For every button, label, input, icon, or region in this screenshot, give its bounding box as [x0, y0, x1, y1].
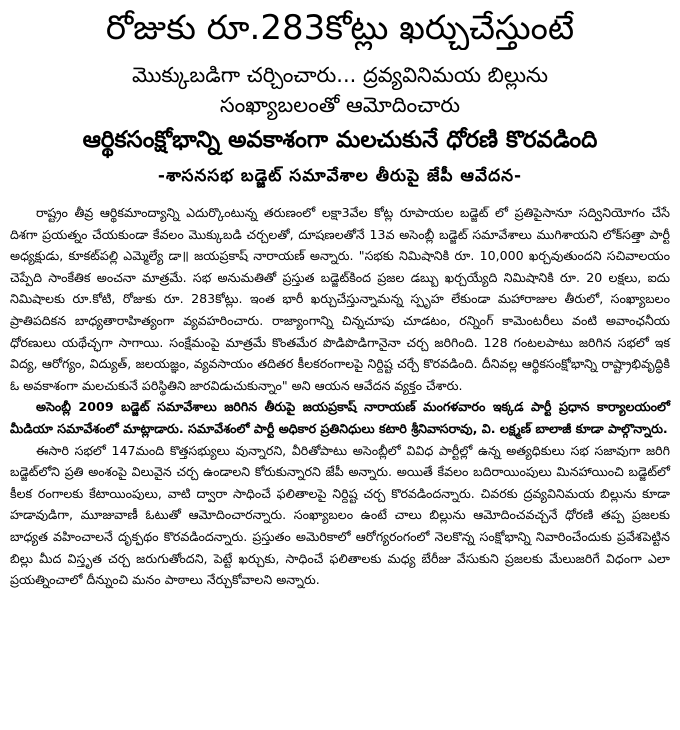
subheadline-1: మొక్కుబడిగా చర్చించారు... ద్రవ్యవినిమయ బిల్లును [131, 63, 549, 87]
subheadline-2: సంఖ్యాబలంతో ఆమోదించారు [219, 93, 461, 117]
paragraph-2: అసెంబ్లీ 2009 బడ్జెట్ సమావేశాలు జరిగిన తీరుపై జయప్రకాష్ నారాయణ్ మంగళవారం ఇక్కడ పార్టీ ప్రధాన కార్యాలయంలో మీడియా సమావేశంలో మాట్లాడారు. సమావేశంలో పార్టీ అధికార ప్రతినిధులు కటారి శ్రీనివాసరావు, వి. లక్ష్మణ్ బాలాజీ కూడా పాల్గొన్నారు. [10, 399, 670, 436]
paragraph-3: ఈసారి సభలో 147మంది కొత్తసభ్యులు వున్నారని, వీరితోపాటు అసెంబ్లీలో వివిధ పార్టీల్లో ఉన్న అత్యధికులు సభ సజావుగా జరిగి బడ్జెట్‌లోని ప్రతి అంశంపై విలువైన చర్చ ఉండాలని కోరుకున్నారని జేపీ అన్నారు. అయితే కేవలం బదిరాయింపులు మినహాయించి బడ్జెట్‌లో కీలక రంగాలకు కేటాయింపులు, వాటి ద్వారా సాధించే ఫలితాలపై నిర్దిష్ట చర్చ కొరవడిందన్నారు. చివరకు ద్రవ్యవినిమయ బిల్లును కూడా హడావుడిగా, మూజువాణీ ఓటుతో ఆమోదించారన్నారు. సంఖ్యాబలం ఉంటే చాలు బిల్లును ఆమోదించవచ్చనే ధోరణి తప్ప ప్రజలకు బాధ్యత వహించాలనే దృక్పథం కొరవడిందన్నారు. ప్రస్తుతం అమెరికాలో ఆరోగ్యరంగంలో నెలకొన్న సంక్షోభాన్ని నివారించేందుకు ప్రవేశపెట్టిన బిల్లు మీద విస్తృత చర్చ జరుగుతోందని, పెట్టే ఖర్చుకు, సాధించే ఫలితాలకు మధ్య బేరీజు వేసుకుని ప్రజలకు మేలుజరిగే విధంగా ఎలా ప్రయత్నించాలో దీన్నుంచి మనం పాఠాలు నేర్చుకోవాలని అన్నారు. [10, 442, 670, 588]
article-body [10, 202, 670, 591]
subheadline-4: -శాసనసభ బడ్జెట్ సమావేశాల తీరుపై జేపీ ఆవేదన- [157, 166, 523, 186]
subheadline-3: ఆర్థికసంక్షోభాన్ని అవకాశంగా మలచుకునే ధోరణి కొరవడింది [82, 127, 598, 153]
paragraph-1: రాష్ట్రం తీవ్ర ఆర్థికమాంద్యాన్ని ఎదుర్కొంటున్న తరుణంలో లక్షా3వేల కోట్ల రూపాయల బడ్జెట్ లో ప్రతిపైసానూ సద్వినియోగం చేసే దిశగా ప్రయత్నం చేయకుండా కేవలం మొక్కుబడి చర్చలతో, దూషణలతోనే 13వ అసెంబ్లీ బడ్జెట్ సమావేశాలు ముగిశాయని లోక్‌సత్తా పార్టీ అధ్యక్షుడు, కూకట్‌పల్లి ఎమ్మెల్యే డా॥ జయప్రకాష్ నారాయణ్ అన్నారు. "సభకు నిమిషానికి రూ. 10,000 ఖర్చవుతుందని సచివాలయం చెప్పేది సాంకేతిక అంచనా మాత్రమే. సభ అనుమతితో ప్రస్తుత బడ్జెట్‌కింద ప్రజల డబ్బు ఖర్చయ్యేది నిమిషానికి రూ. 20 లక్షలు, ఐదు నిమిషాలకు రూ.కోటి, రోజుకు రూ. 283కోట్లు. ఇంత భారీ ఖర్చుచేస్తున్నామన్న స్పృహ లేకుండా మహారాజుల తీరులో, సంఖ్యాబలం ప్రాతిపదికన బాధ్యతారాహిత్యంగా వ్యవహరించారు. రాజ్యాంగాన్ని చిన్నచూపు చూడటం, రన్నింగ్ కామెంటరీలు వంటి అవాంఛనీయ ధోరణులు యథేచ్ఛగా సాగాయి. సంక్షేమంపై మాత్రమే కొంతమేర పొడిపొడిగానైనా చర్చ జరిగింది. 128 గంటలపాటు జరిగిన సభలో ఇక విద్య, ఆరోగ్యం, విద్యుత్, జలయజ్ఞం, వ్యవసాయం తదితర కీలకరంగాలపై నిర్దిష్ట చర్చే కొరవడింది. దీనివల్ల ఆర్థికసంక్షోభాన్ని రాష్ట్రాభివృద్ధికి ఓ అవకాశంగా మలచుకునే పరిస్థితిని జారవిడుచుకున్నాం" అని ఆయన ఆవేదన వ్యక్తం చేశారు. [10, 205, 670, 393]
headline: రోజుకు రూ.283కోట్లు ఖర్చుచేస్తుంటే [105, 8, 575, 48]
